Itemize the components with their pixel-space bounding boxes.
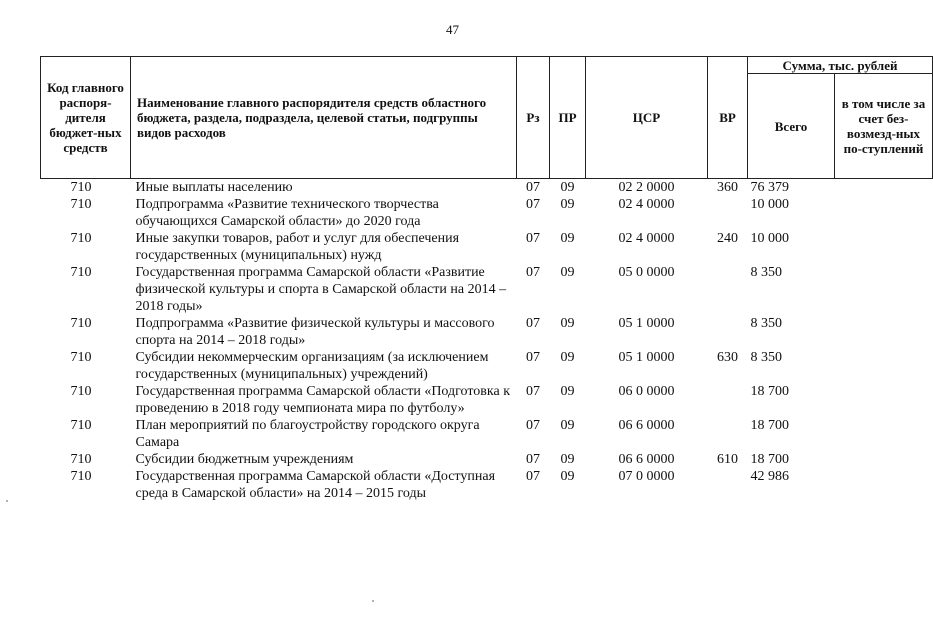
cell-csr: 02 2 0000 [618, 180, 675, 195]
cell-code: 710 [70, 197, 92, 212]
cell-csr: 05 0 0000 [618, 265, 675, 280]
cell-total: 76 379 [750, 180, 789, 195]
cell-grants [835, 383, 933, 417]
table-row [41, 315, 933, 349]
cell-grants [835, 230, 933, 264]
table-row [41, 451, 933, 468]
page-number: 47 [446, 22, 459, 37]
table-row [41, 179, 933, 197]
cell-grants [835, 179, 933, 197]
table-row [41, 264, 933, 315]
cell-rz: 07 [526, 452, 540, 467]
cell-name: Подпрограмма «Развитие физической культуры и массового спорта на 2014 – 2018 годы» [135, 316, 495, 348]
cell-total: 10 000 [750, 231, 789, 246]
cell-pr: 09 [560, 418, 575, 433]
cell-total: 10 000 [750, 197, 789, 212]
table-body [41, 179, 933, 503]
cell-csr: 02 4 0000 [618, 231, 675, 246]
cell-name: Субсидии некоммерческим организациям (за исключением государственных (муниципальных) учреждений) [135, 350, 489, 382]
cell-rz: 07 [526, 469, 540, 484]
table-row [41, 417, 933, 451]
cell-vr [708, 383, 748, 417]
table-row [41, 196, 933, 230]
cell-csr: 06 6 0000 [618, 452, 675, 467]
cell-rz: 07 [526, 384, 540, 399]
cell-rz: 07 [526, 350, 540, 365]
cell-total: 8 350 [750, 265, 782, 280]
header-code: Код главного распоря-дителя бюджет-ных средств [41, 57, 131, 179]
cell-csr: 07 0 0000 [618, 469, 675, 484]
cell-csr: 02 4 0000 [618, 197, 675, 212]
cell-total: 18 700 [750, 418, 789, 433]
cell-csr: 06 6 0000 [618, 418, 675, 433]
cell-grants [835, 417, 933, 451]
cell-name: Государственная программа Самарской области «Подготовка к проведению в 2018 году чемпионата мира по футболу» [135, 384, 511, 416]
cell-vr: 610 [717, 452, 738, 467]
scan-speck [372, 600, 374, 602]
table-row [41, 230, 933, 264]
cell-code: 710 [70, 469, 92, 484]
cell-name: План мероприятий по благоустройству городского округа Самара [135, 418, 480, 450]
cell-csr: 05 1 0000 [618, 316, 675, 331]
cell-vr: 360 [717, 180, 738, 195]
cell-rz: 07 [526, 180, 540, 195]
cell-code: 710 [70, 384, 92, 399]
cell-total: 18 700 [750, 452, 789, 467]
header-sum: Сумма, тыс. рублей [748, 57, 933, 74]
cell-rz: 07 [526, 316, 540, 331]
cell-code: 710 [70, 316, 92, 331]
cell-vr [708, 417, 748, 451]
header-pr: ПР [550, 57, 586, 179]
cell-rz: 07 [526, 265, 540, 280]
cell-pr: 09 [560, 384, 575, 399]
cell-code: 710 [70, 350, 92, 365]
header-vr: ВР [708, 57, 748, 179]
cell-vr [708, 468, 748, 502]
cell-total: 18 700 [750, 384, 789, 399]
cell-pr: 09 [560, 231, 575, 246]
cell-csr: 06 0 0000 [618, 384, 675, 399]
cell-pr: 09 [560, 350, 575, 365]
scan-speck [6, 500, 8, 502]
cell-name: Государственная программа Самарской области «Доступная среда в Самарской области» на 2014 – 2015 годы [135, 469, 496, 501]
cell-name: Иные закупки товаров, работ и услуг для обеспечения государственных (муниципальных) нужд [135, 231, 460, 263]
cell-pr: 09 [560, 180, 575, 195]
cell-csr: 05 1 0000 [618, 350, 675, 365]
budget-table [40, 56, 933, 502]
cell-grants [835, 264, 933, 315]
cell-pr: 09 [560, 197, 575, 212]
cell-name: Подпрограмма «Развитие технического творчества обучающихся Самарской области» до 2020 года [135, 197, 439, 229]
cell-name: Иные выплаты населению [135, 180, 293, 195]
cell-grants [835, 468, 933, 502]
cell-vr [708, 196, 748, 230]
table-header [41, 57, 933, 179]
cell-code: 710 [70, 231, 92, 246]
header-name: Наименование главного распорядителя средств областного бюджета, раздела, подраздела, целевой статьи, подгруппы видов расходов [131, 57, 517, 179]
cell-pr: 09 [560, 265, 575, 280]
cell-vr: 630 [717, 350, 738, 365]
header-total: Всего [748, 74, 835, 179]
cell-grants [835, 451, 933, 468]
cell-total: 8 350 [750, 316, 782, 331]
cell-rz: 07 [526, 197, 540, 212]
cell-grants [835, 196, 933, 230]
table-row [41, 383, 933, 417]
cell-code: 710 [70, 180, 92, 195]
cell-vr [708, 264, 748, 315]
cell-vr [708, 315, 748, 349]
header-rz: Рз [517, 57, 550, 179]
table-row [41, 468, 933, 502]
header-grants: в том числе за счет без-возмезд-ных по-ступлений [835, 74, 933, 179]
cell-total: 42 986 [750, 469, 789, 484]
header-csr: ЦСР [586, 57, 708, 179]
cell-name: Государственная программа Самарской области «Развитие физической культуры и спорта в Самарской области на 2014 – 2018 годы» [135, 265, 507, 314]
cell-rz: 07 [526, 418, 540, 433]
cell-vr: 240 [717, 231, 738, 246]
cell-pr: 09 [560, 316, 575, 331]
cell-code: 710 [70, 452, 92, 467]
cell-pr: 09 [560, 452, 575, 467]
cell-rz: 07 [526, 231, 540, 246]
table-row [41, 349, 933, 383]
cell-name: Субсидии бюджетным учреждениям [135, 452, 354, 467]
cell-code: 710 [70, 265, 92, 280]
cell-total: 8 350 [750, 350, 782, 365]
cell-code: 710 [70, 418, 92, 433]
cell-grants [835, 349, 933, 383]
cell-pr: 09 [560, 469, 575, 484]
cell-grants [835, 315, 933, 349]
